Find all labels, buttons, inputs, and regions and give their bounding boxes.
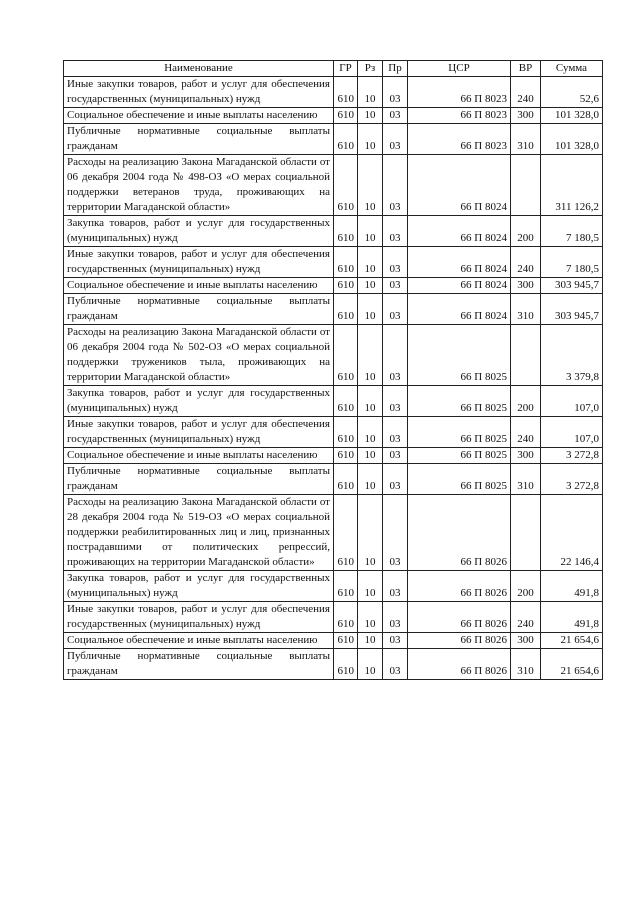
row-gr: 610 — [334, 495, 358, 571]
table-row — [64, 448, 603, 464]
row-csr: 66 П 8025 — [408, 325, 511, 386]
row-rz: 10 — [358, 247, 383, 278]
row-vr: 310 — [511, 649, 541, 680]
row-csr: 66 П 8023 — [408, 77, 511, 108]
row-gr: 610 — [334, 649, 358, 680]
table-row — [64, 216, 603, 247]
table-row — [64, 417, 603, 448]
row-csr: 66 П 8023 — [408, 108, 511, 124]
row-sum: 107,0 — [541, 386, 603, 417]
row-name: Иные закупки товаров, работ и услуг для обеспечения государственных (муниципальных) нужд — [64, 417, 334, 448]
row-name: Социальное обеспечение и иные выплаты населению — [64, 108, 334, 124]
table-row — [64, 155, 603, 216]
row-rz: 10 — [358, 417, 383, 448]
row-csr: 66 П 8026 — [408, 649, 511, 680]
row-pr: 03 — [383, 633, 408, 649]
row-vr: 300 — [511, 278, 541, 294]
table-row — [64, 602, 603, 633]
row-rz: 10 — [358, 448, 383, 464]
row-name: Социальное обеспечение и иные выплаты населению — [64, 278, 334, 294]
row-sum: 21 654,6 — [541, 633, 603, 649]
table-row — [64, 325, 603, 386]
row-sum: 101 328,0 — [541, 124, 603, 155]
row-name: Закупка товаров, работ и услуг для государственных (муниципальных) нужд — [64, 571, 334, 602]
row-rz: 10 — [358, 124, 383, 155]
header-name: Наименование — [64, 61, 334, 77]
row-rz: 10 — [358, 386, 383, 417]
row-sum: 7 180,5 — [541, 216, 603, 247]
row-vr: 200 — [511, 216, 541, 247]
row-pr: 03 — [383, 77, 408, 108]
row-gr: 610 — [334, 571, 358, 602]
row-sum: 3 272,8 — [541, 448, 603, 464]
row-rz: 10 — [358, 464, 383, 495]
table-header-row — [64, 61, 603, 77]
row-rz: 10 — [358, 155, 383, 216]
table-row — [64, 108, 603, 124]
row-pr: 03 — [383, 602, 408, 633]
row-sum: 101 328,0 — [541, 108, 603, 124]
table-row — [64, 278, 603, 294]
row-csr: 66 П 8023 — [408, 124, 511, 155]
row-gr: 610 — [334, 294, 358, 325]
row-name: Иные закупки товаров, работ и услуг для обеспечения государственных (муниципальных) нужд — [64, 77, 334, 108]
row-csr: 66 П 8026 — [408, 495, 511, 571]
row-name: Расходы на реализацию Закона Магаданской области от 28 декабря 2004 года № 519-ОЗ «О мерах социальной поддержки реабилитированных лиц и лиц, признанных пострадавшими от политических репрессий, проживающих на территории Магаданской области» — [64, 495, 334, 571]
row-vr: 200 — [511, 571, 541, 602]
row-gr: 610 — [334, 77, 358, 108]
row-sum: 52,6 — [541, 77, 603, 108]
row-sum: 107,0 — [541, 417, 603, 448]
row-rz: 10 — [358, 77, 383, 108]
row-name: Социальное обеспечение и иные выплаты населению — [64, 448, 334, 464]
row-vr: 300 — [511, 633, 541, 649]
row-gr: 610 — [334, 325, 358, 386]
row-name: Иные закупки товаров, работ и услуг для обеспечения государственных (муниципальных) нужд — [64, 602, 334, 633]
row-vr: 300 — [511, 108, 541, 124]
row-name: Иные закупки товаров, работ и услуг для обеспечения государственных (муниципальных) нужд — [64, 247, 334, 278]
row-pr: 03 — [383, 464, 408, 495]
row-sum: 491,8 — [541, 602, 603, 633]
row-vr: 310 — [511, 124, 541, 155]
row-csr: 66 П 8024 — [408, 247, 511, 278]
header-pr: Пр — [383, 61, 408, 77]
row-csr: 66 П 8025 — [408, 448, 511, 464]
row-vr: 240 — [511, 417, 541, 448]
row-vr: 240 — [511, 247, 541, 278]
row-gr: 610 — [334, 417, 358, 448]
table-row — [64, 294, 603, 325]
row-rz: 10 — [358, 294, 383, 325]
row-pr: 03 — [383, 294, 408, 325]
row-pr: 03 — [383, 649, 408, 680]
row-sum: 7 180,5 — [541, 247, 603, 278]
row-gr: 610 — [334, 386, 358, 417]
table-row — [64, 495, 603, 571]
row-pr: 03 — [383, 216, 408, 247]
row-sum: 3 272,8 — [541, 464, 603, 495]
row-pr: 03 — [383, 278, 408, 294]
row-name: Расходы на реализацию Закона Магаданской области от 06 декабря 2004 года № 502-ОЗ «О мерах социальной поддержки тружеников тыла, проживающих на территории Магаданской области» — [64, 325, 334, 386]
row-pr: 03 — [383, 247, 408, 278]
table-row — [64, 386, 603, 417]
row-name: Расходы на реализацию Закона Магаданской области от 06 декабря 2004 года № 498-ОЗ «О мерах социальной поддержки ветеранов труда, проживающих на территории Магаданской области» — [64, 155, 334, 216]
row-pr: 03 — [383, 108, 408, 124]
row-sum: 3 379,8 — [541, 325, 603, 386]
header-sum: Сумма — [541, 61, 603, 77]
row-name: Социальное обеспечение и иные выплаты населению — [64, 633, 334, 649]
header-gr: ГР — [334, 61, 358, 77]
row-vr — [511, 155, 541, 216]
row-pr: 03 — [383, 448, 408, 464]
row-sum: 22 146,4 — [541, 495, 603, 571]
row-csr: 66 П 8026 — [408, 571, 511, 602]
table-row — [64, 649, 603, 680]
row-pr: 03 — [383, 571, 408, 602]
table-row — [64, 247, 603, 278]
row-pr: 03 — [383, 495, 408, 571]
row-gr: 610 — [334, 602, 358, 633]
row-csr: 66 П 8024 — [408, 216, 511, 247]
row-gr: 610 — [334, 464, 358, 495]
row-pr: 03 — [383, 417, 408, 448]
row-csr: 66 П 8025 — [408, 386, 511, 417]
table-row — [64, 464, 603, 495]
row-pr: 03 — [383, 124, 408, 155]
row-csr: 66 П 8024 — [408, 278, 511, 294]
row-gr: 610 — [334, 278, 358, 294]
row-gr: 610 — [334, 108, 358, 124]
row-csr: 66 П 8026 — [408, 602, 511, 633]
row-vr: 300 — [511, 448, 541, 464]
row-sum: 21 654,6 — [541, 649, 603, 680]
header-rz: Рз — [358, 61, 383, 77]
row-pr: 03 — [383, 155, 408, 216]
row-vr — [511, 495, 541, 571]
row-vr: 240 — [511, 602, 541, 633]
row-name: Закупка товаров, работ и услуг для государственных (муниципальных) нужд — [64, 216, 334, 247]
row-pr: 03 — [383, 386, 408, 417]
header-vr: ВР — [511, 61, 541, 77]
budget-table — [63, 60, 603, 680]
row-vr — [511, 325, 541, 386]
row-rz: 10 — [358, 649, 383, 680]
row-csr: 66 П 8024 — [408, 155, 511, 216]
row-gr: 610 — [334, 124, 358, 155]
row-rz: 10 — [358, 602, 383, 633]
table-row — [64, 124, 603, 155]
table-row — [64, 633, 603, 649]
row-sum: 311 126,2 — [541, 155, 603, 216]
row-vr: 240 — [511, 77, 541, 108]
header-csr: ЦСР — [408, 61, 511, 77]
row-sum: 303 945,7 — [541, 278, 603, 294]
row-sum: 303 945,7 — [541, 294, 603, 325]
row-gr: 610 — [334, 216, 358, 247]
row-gr: 610 — [334, 247, 358, 278]
row-rz: 10 — [358, 325, 383, 386]
row-csr: 66 П 8024 — [408, 294, 511, 325]
row-rz: 10 — [358, 108, 383, 124]
row-sum: 491,8 — [541, 571, 603, 602]
row-csr: 66 П 8026 — [408, 633, 511, 649]
row-rz: 10 — [358, 571, 383, 602]
table-row — [64, 571, 603, 602]
row-name: Публичные нормативные социальные выплаты гражданам — [64, 124, 334, 155]
row-gr: 610 — [334, 633, 358, 649]
row-rz: 10 — [358, 495, 383, 571]
table-row — [64, 77, 603, 108]
row-csr: 66 П 8025 — [408, 464, 511, 495]
row-vr: 310 — [511, 464, 541, 495]
row-name: Закупка товаров, работ и услуг для государственных (муниципальных) нужд — [64, 386, 334, 417]
row-rz: 10 — [358, 216, 383, 247]
row-gr: 610 — [334, 155, 358, 216]
row-rz: 10 — [358, 278, 383, 294]
row-name: Публичные нормативные социальные выплаты гражданам — [64, 294, 334, 325]
row-rz: 10 — [358, 633, 383, 649]
row-name: Публичные нормативные социальные выплаты гражданам — [64, 464, 334, 495]
row-vr: 200 — [511, 386, 541, 417]
row-pr: 03 — [383, 325, 408, 386]
row-name: Публичные нормативные социальные выплаты гражданам — [64, 649, 334, 680]
row-gr: 610 — [334, 448, 358, 464]
row-csr: 66 П 8025 — [408, 417, 511, 448]
row-vr: 310 — [511, 294, 541, 325]
